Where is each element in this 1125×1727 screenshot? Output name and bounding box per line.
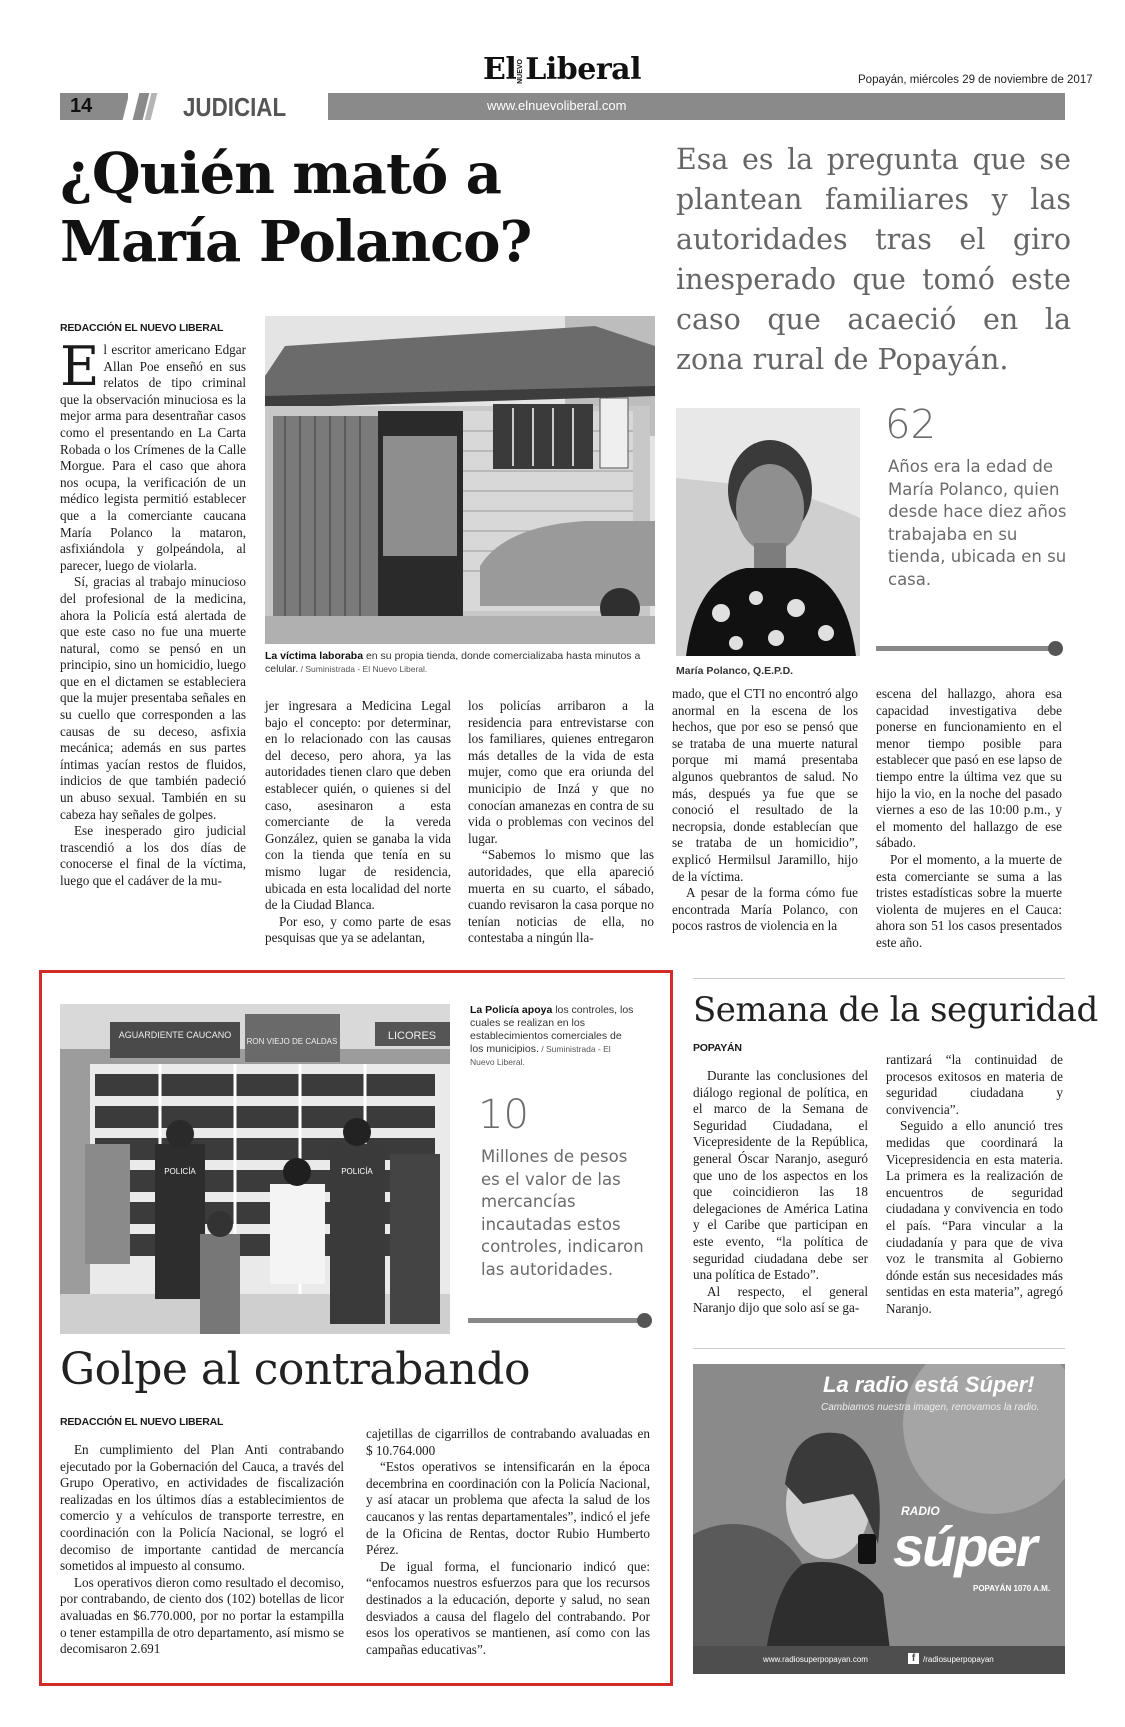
stat-text-10: Millones de pesos es el valor de las mercancías incautadas estos controles, indicaron las autoridades. bbox=[481, 1147, 644, 1279]
lead-headline-line-1: ¿Quién mató a bbox=[60, 141, 501, 207]
police-liquor-store-photo bbox=[60, 1004, 450, 1334]
security-paragraph: Al respecto, el general Naranjo dijo que solo así se ga- bbox=[693, 1283, 868, 1316]
stat-dot-10 bbox=[637, 1313, 652, 1328]
liquor-photo-art bbox=[60, 1004, 450, 1334]
logo-el: El bbox=[483, 52, 517, 87]
contraband-headline: Golpe al contrabando bbox=[60, 1344, 531, 1395]
store-photo-art bbox=[265, 316, 655, 644]
police-vest-label-1: POLICÍA bbox=[164, 1167, 196, 1176]
security-paragraph: rantizará “la continuidad de procesos exitosos en materia de seguridad ciudadana y convivencia”. bbox=[886, 1052, 1063, 1117]
dateline: Popayán, miércoles 29 de noviembre de 2017 bbox=[858, 74, 1093, 86]
shop-sign-1: AGUARDIENTE CAUCANO bbox=[118, 1030, 232, 1040]
security-paragraph: Durante las conclusiones del diálogo regional de política, en el marco de la Semana de Seguridad Ciudadana, el Vicepresidente de la República, general Óscar Naranjo, aseguró que uno de los aspectos en los que coincidieron las 18 delegaciones de América Latina y el Caribe que participan en este evento, “la política de seguridad ciudadana debe ser una política de Estado”. bbox=[693, 1068, 868, 1283]
section-title: JUDICIAL bbox=[183, 92, 287, 122]
stat-text-62: Años era la edad de María Polanco, quien desde hace diez años trabajaba en su tienda, ubicada en su casa. bbox=[888, 457, 1067, 589]
contraband-paragraph: “Estos operativos se intensificarán en la época decembrina en coordinación con la Policía Nacional, y así atacar un problema que afecta la salud de los caucanos y las rentas departamentales”, indicó el jefe de la Oficina de Rentas, doctor Rubio Humberto Pérez. bbox=[366, 1459, 650, 1558]
ad-facebook[interactable]: /radiosuperpopayan bbox=[923, 1655, 994, 1664]
victim-store-photo bbox=[265, 316, 655, 644]
lead-paragraph: Sí, gracias al trabajo minucioso del profesional de la medicina, ahora la Policía está alertada de que este caso no fue una muerte natural, como se pensó en un principio, sino un homicidio, luego que en el dictamen se estableciera que la mujer presentaba señales en su cuello que corresponden a las causas de su deceso, asfixia mecánica; además en sus partes íntimas yacían restos de fluidos, indicios de que también padeció un abuso sexual. También en su cabeza hay señales de golpes. bbox=[60, 574, 246, 822]
facebook-icon: f bbox=[908, 1653, 919, 1664]
portrait-caption: María Polanco, Q.E.P.D. bbox=[676, 665, 794, 677]
stat-dot-62 bbox=[1048, 641, 1063, 656]
contraband-column-1 bbox=[60, 1442, 344, 1658]
website-link[interactable]: www.elnuevoliberal.com bbox=[487, 98, 627, 113]
shop-sign-2: RON VIEJO DE CALDAS bbox=[246, 1037, 338, 1046]
contraband-paragraph: En cumplimiento del Plan Anti contrabando ejecutado por la Gobernación del Cauca, a través del Grupo Operativo, en actividades de fiscalización realizadas en los últimos días a establecimientos de comercio y a vehículos de transporte terrestre, en coordinación con la Policía Nacional, se logró el decomiso de importante cantidad de mercancía sometidos al impuesto al consumo. bbox=[60, 1442, 344, 1574]
newspaper-logo[interactable] bbox=[483, 52, 641, 87]
ad-website[interactable]: www.radiosuperpopayan.com bbox=[763, 1655, 868, 1664]
logo-nuevo: NUEVO bbox=[517, 58, 525, 84]
caption-text: los controles, los cuales se realizan en los establecimientos comerciales de los municipios. bbox=[470, 1004, 634, 1055]
lead-paragraph: Por eso, y como parte de esas pesquisas que ya se adelantan, bbox=[265, 913, 451, 946]
ad-brand-logo: súper bbox=[893, 1515, 1036, 1578]
photo-credit: / Suministrada - El Nuevo Liberal. bbox=[298, 664, 428, 674]
security-top-rule bbox=[693, 978, 1065, 979]
stat-number-62: 62 bbox=[885, 402, 936, 448]
stat-number-10: 10 bbox=[478, 1092, 529, 1138]
portrait-art bbox=[676, 408, 860, 656]
ad-brand-top: RADIO bbox=[901, 1504, 940, 1518]
security-bottom-rule bbox=[693, 1348, 1065, 1349]
store-photo-caption bbox=[265, 650, 655, 676]
lead-paragraph: Ese inesperado giro judicial trascendió a los dos días de conocerse el final de la víctima, luego que el cadáver de la mu- bbox=[60, 823, 246, 888]
lead-paragraph: los policías arribaron a la residencia para entrevistarse con los familiares, quienes entregaron más detalles de la vida de esta mujer, como que era oriunda del municipio de Inzá y que no conocían amanezas en contra de su vida o problemas con vecinos del lugar. bbox=[468, 698, 654, 846]
lead-column-1 bbox=[60, 335, 246, 890]
lead-paragraph: l escritor americano Edgar Allan Poe enseñó en sus relatos de tipo criminal que la observación minuciosa es la mejor arma para desentrañar casos como el presentando en La Carta Robada o los Crímenes de la Calle Morgue. Para el caso que ahora nos ocupa, la verificación de un médico legista permitió establecer que a la comerciante caucana María Polanco la mataron, asfixiándola y golpeándola, al parecer, luego de violarla. bbox=[60, 342, 246, 573]
contraband-photo-caption bbox=[470, 1004, 636, 1069]
lead-byline: REDACCIÓN EL NUEVO LIBERAL bbox=[60, 322, 224, 334]
shop-sign-3: LICORES bbox=[387, 1030, 437, 1042]
dropcap: E bbox=[60, 335, 100, 398]
contraband-byline: REDACCIÓN EL NUEVO LIBERAL bbox=[60, 1416, 224, 1428]
lead-deck: Esa es la pregunta que se plantean familiares y las autoridades tras el giro inesperado que tomó este caso que acaeció en la zona rural de Popayán. bbox=[676, 143, 1071, 376]
maria-polanco-portrait bbox=[676, 408, 860, 656]
stat-rule-62 bbox=[876, 646, 1050, 651]
caption-text: en su propia tienda, donde comercializaba hasta minutos a celular. bbox=[265, 650, 641, 675]
security-byline: POPAYÁN bbox=[693, 1042, 742, 1054]
lead-paragraph: Por el momento, a la muerte de esta comerciante se suma a las tristes estadísticas sobre la muerte violenta de mujeres en el Cauca: ahora son 51 los casos presentados este año. bbox=[876, 851, 1062, 950]
lead-column-3 bbox=[468, 698, 654, 947]
caption-lead-in: La Policía apoya bbox=[470, 1004, 553, 1016]
security-column-2 bbox=[886, 1052, 1063, 1318]
section-bar-fill bbox=[328, 93, 1065, 120]
lead-paragraph: jer ingresara a Medicina Legal bajo el concepto: por determinar, en lo relacionado con las causas del deceso, pero ahora, ya las autoridades tienen claro que deben establecer quién, o quienes si del caso, asesinaron a esta comerciante de la vereda González, quien se ganaba la vida con la tienda que tenía en su mismo lugar de residencia, ubicada en esta localidad del norte de la Ciudad Blanca. bbox=[265, 698, 451, 913]
ad-frequency: POPAYÁN 1070 A.M. bbox=[973, 1584, 1051, 1593]
contraband-paragraph: De igual forma, el funcionario indicó que: “enfocamos nuestros esfuerzos para que los recursos destinados a la educación, deporte y salud, no sean desviados a causa del flagelo del contrabando. Por esos los operativos se mantienen, así como con las campañas educativas”. bbox=[366, 1558, 650, 1657]
section-bar bbox=[60, 93, 1065, 120]
security-column-1 bbox=[693, 1068, 868, 1317]
ad-subline: Cambiamos nuestra imagen, renovamos la radio. bbox=[821, 1402, 1040, 1413]
security-headline: Semana de la seguridad bbox=[693, 990, 1098, 1030]
lead-paragraph: escena del hallazgo, ahora esa capacidad investigativa debe ponerse en funcionamiento en el menor tiempo posible para establecer que pasó en ese lapso de tiempo entre la última vez que su hijo la vio, en la noche del pasado viernes a eso de las 10:00 p.m., y el momento del hallazgo de ese sábado. bbox=[876, 686, 1062, 851]
contraband-paragraph: Los operativos dieron como resultado el decomiso, por contrabando, de ciento dos (102) botellas de licor avaluadas en $6.770.000, por no portar la estampilla o tener estampilla de otro departamento, así mismo se decomisaron 2.691 bbox=[60, 1574, 344, 1657]
contraband-column-2 bbox=[366, 1426, 650, 1658]
logo-liberal: Liberal bbox=[525, 52, 641, 87]
police-vest-label-2: POLICÍA bbox=[341, 1167, 373, 1176]
lead-column-4 bbox=[672, 686, 858, 935]
caption-lead-in: La víctima laboraba bbox=[265, 650, 364, 662]
lead-paragraph: mado, que el CTI no encontró algo anormal en la escena de los hechos, que por eso se pensó que se trataba de una muerte natural porque mi mamá presentaba algunos quebrantos de salud. No más, después ya fue que se conoció el resultado de la necropsia, donde establecían que se trataba de un homicidio”, explicó Hermilsul Jaramillo, hijo de la víctima. bbox=[672, 686, 858, 884]
contraband-paragraph: cajetillas de cigarrillos de contrabando avaluadas en $ 10.764.000 bbox=[366, 1426, 650, 1458]
radio-super-ad[interactable] bbox=[693, 1364, 1065, 1674]
lead-paragraph: A pesar de la forma cómo fue encontrada María Polanco, con pocos rastros de violencia en la bbox=[672, 885, 858, 934]
lead-headline-line-2: María Polanco? bbox=[60, 209, 532, 275]
photo-credit: / Suministrada - El Nuevo Liberal. bbox=[470, 1044, 611, 1067]
lead-paragraph: “Sabemos lo mismo que las autoridades, que ella apareció muerta en su cuarto, el sábado, cuando revisaron la casa porque no tenían noticias de ella, no contestaba a ningún lla- bbox=[468, 847, 654, 946]
lead-column-5 bbox=[876, 686, 1062, 952]
security-paragraph: Seguido a ello anunció tres medidas que coordinará la Vicepresidencia en esta materia. La primera es la realización de encuentros de seguridad ciudadana y convivencia en todo el país. “Para vincular a la ciudadanía y para que de viva voz le transmita al Gobierno dónde están sus necesidades más sentidas en esta materia”, agregó Naranjo. bbox=[886, 1118, 1063, 1316]
page-number: 14 bbox=[70, 95, 93, 117]
ad-tagline: La radio está Súper! bbox=[823, 1372, 1035, 1397]
lead-column-2 bbox=[265, 698, 451, 947]
stat-rule-10 bbox=[468, 1318, 640, 1323]
lead-headline bbox=[60, 140, 531, 276]
